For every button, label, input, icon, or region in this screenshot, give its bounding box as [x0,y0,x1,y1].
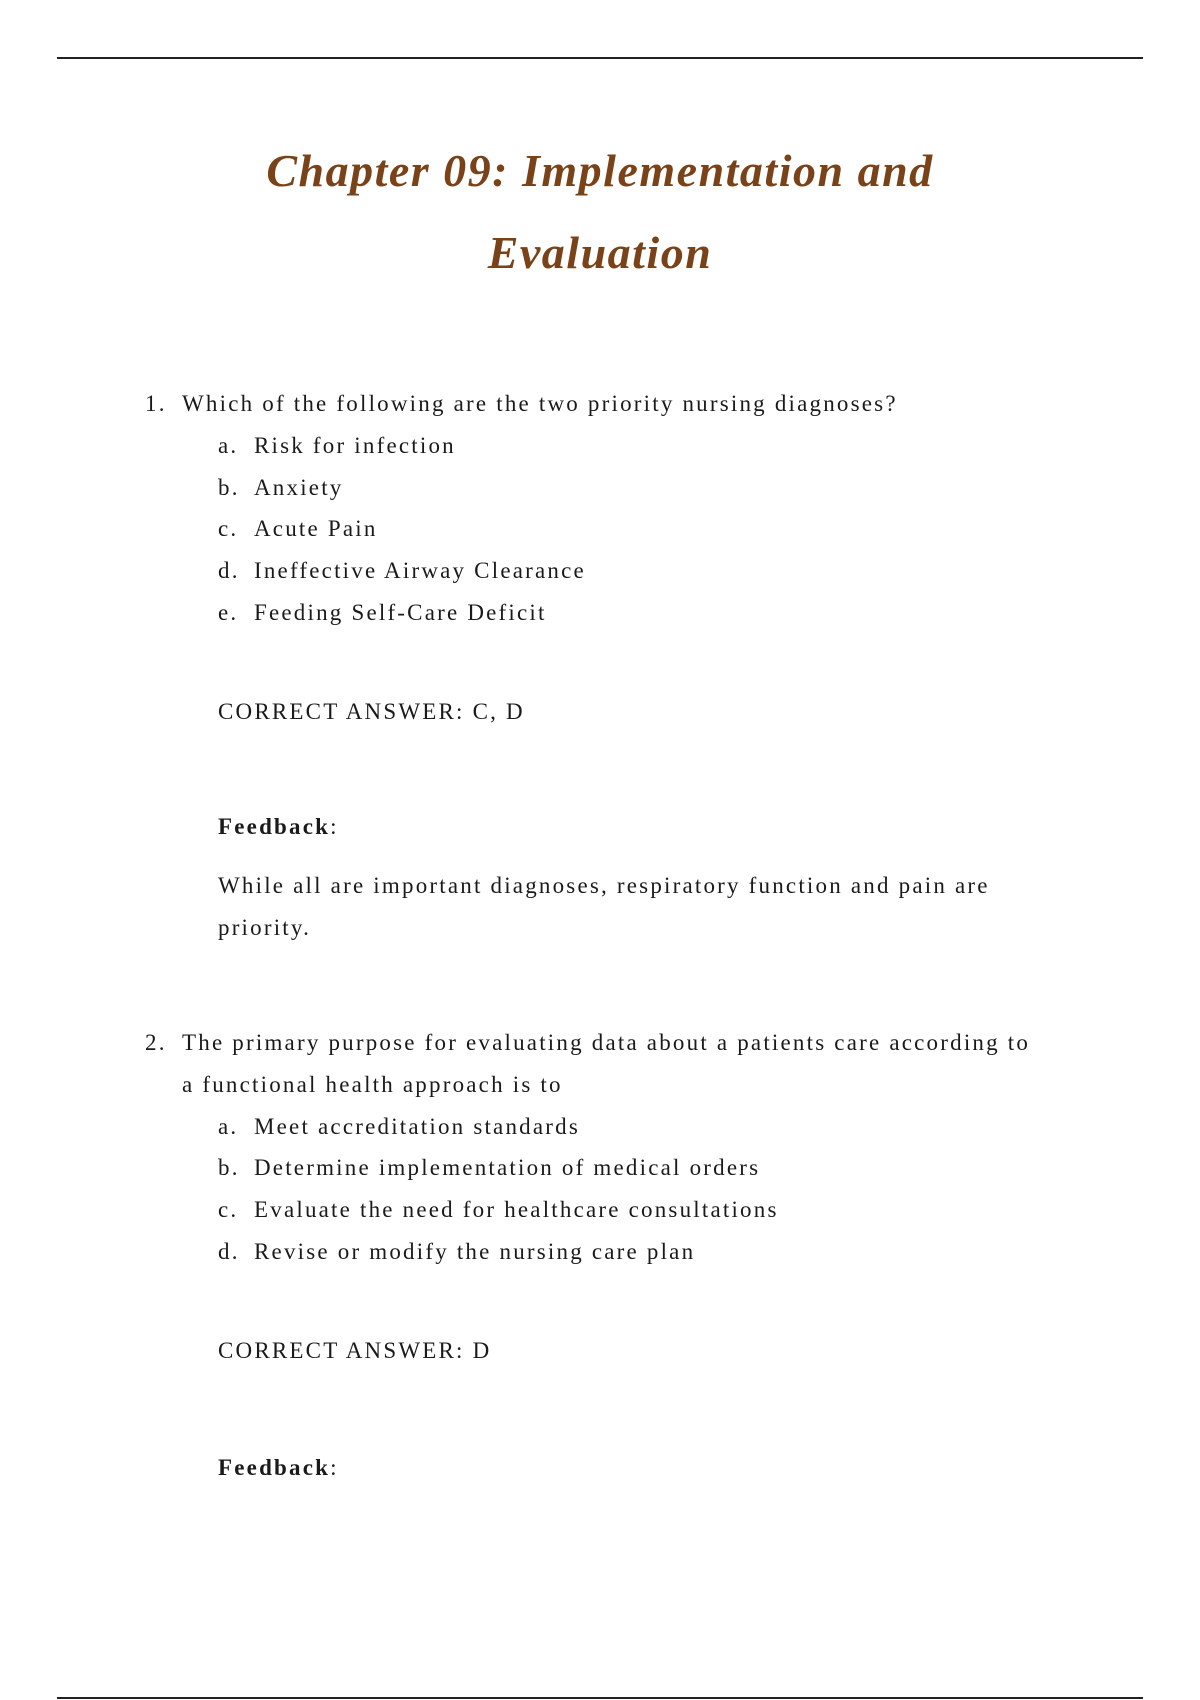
feedback-label: Feedback [218,814,331,839]
option-text: Anxiety [254,475,344,500]
option-text: Meet accreditation standards [254,1114,580,1139]
top-rule [57,57,1143,59]
option-letter: a. [218,1114,239,1139]
option-letter: e. [218,600,239,625]
feedback-text-line: priority. [218,915,312,940]
correct-answer: CORRECT ANSWER: C, D [218,699,525,724]
feedback-label: Feedback [218,1455,331,1480]
bottom-rule [57,1697,1143,1699]
question-stem-line: Which of the following are the two priority nursing diagnoses? [182,391,898,416]
feedback-text-line: While all are important diagnoses, respiratory function and pain are [218,873,990,898]
chapter-title-line-2: Evaluation [487,227,713,278]
question-stem-line: a functional health approach is to [182,1072,563,1097]
feedback-colon: : [330,814,339,839]
option-letter: d. [218,1239,240,1264]
correct-answer: CORRECT ANSWER: D [218,1338,492,1363]
feedback-heading [218,815,339,838]
option-letter: a. [218,433,239,458]
chapter-title-line-1: Chapter 09: Implementation and [266,145,934,196]
option-text: Ineffective Airway Clearance [254,558,586,583]
question-stem-line: The primary purpose for evaluating data about a patients care according to [182,1030,1031,1055]
option-text: Feeding Self-Care Deficit [254,600,547,625]
option-letter: b. [218,1155,240,1180]
option-letter: c. [218,1197,239,1222]
option-text: Determine implementation of medical orders [254,1155,761,1180]
feedback-heading [218,1456,339,1479]
question-number: 2. [145,1030,167,1055]
option-text: Risk for infection [254,433,456,458]
option-text: Evaluate the need for healthcare consultations [254,1197,779,1222]
question-number: 1. [145,391,167,416]
option-text: Acute Pain [254,516,378,541]
option-text: Revise or modify the nursing care plan [254,1239,696,1264]
option-letter: c. [218,516,239,541]
option-letter: b. [218,475,240,500]
feedback-colon: : [330,1455,339,1480]
option-letter: d. [218,558,240,583]
